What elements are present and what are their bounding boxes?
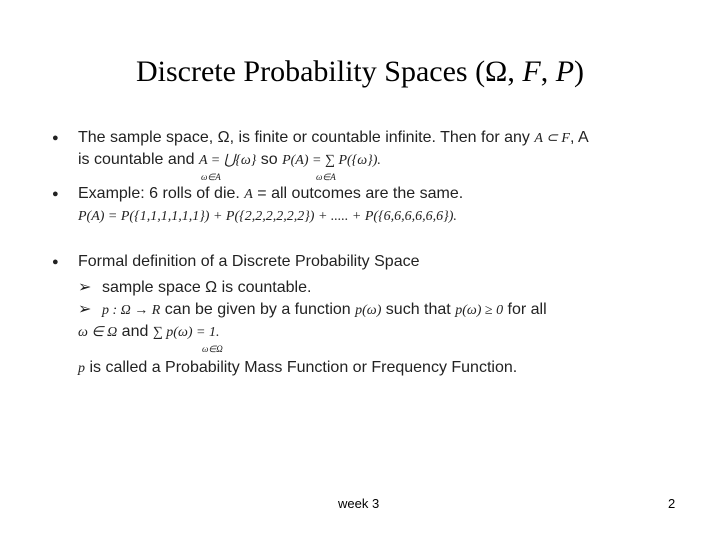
union-subscript: ω∈A [201,172,221,182]
arrow-bullet-icon: ➢ [78,301,92,318]
slide-title: Discrete Probability Spaces (Ω, F, P) [135,55,585,88]
bullet-1-line-2: is countable and A = ⋃{ω} so P(A) = ∑ P({ω}). [78,151,381,168]
bullet-1-line-1: The sample space, Ω, is finite or countable infinite. Then for any A ⊂ F, A [78,129,589,146]
sum-omega-subscript: ω∈Ω [202,344,223,354]
bullet-icon: ● [52,188,59,200]
arrow-bullet-icon: ➢ [78,279,92,296]
bullet-2-line-1: Example: 6 rolls of die. A = all outcomes are the same. [78,185,464,202]
bullet-3-closing: p is called a Probability Mass Function or Frequency Function. [78,359,518,376]
bullet-2-line-2: P(A) = P({1,1,1,1,1,1}) + P({2,2,2,2,2,2}) + ..... + P({6,6,6,6,6,6}). [78,209,457,224]
footer-week: week 3 [338,496,380,511]
bullet-3-sub-1: sample space Ω is countable. [102,279,312,296]
bullet-icon: ● [52,132,59,144]
bullet-icon: ● [52,256,59,268]
bullet-3-heading: Formal definition of a Discrete Probability Space [78,253,420,270]
sum-subscript: ω∈A [316,172,336,182]
bullet-3-sub-2: p : Ω → R can be given by a function p(ω) such that p(ω) ≥ 0 for all [102,301,547,318]
bullet-3-sub-3: ω ∈ Ω and ∑ p(ω) = 1. [78,323,220,340]
page-number: 2 [668,496,676,511]
